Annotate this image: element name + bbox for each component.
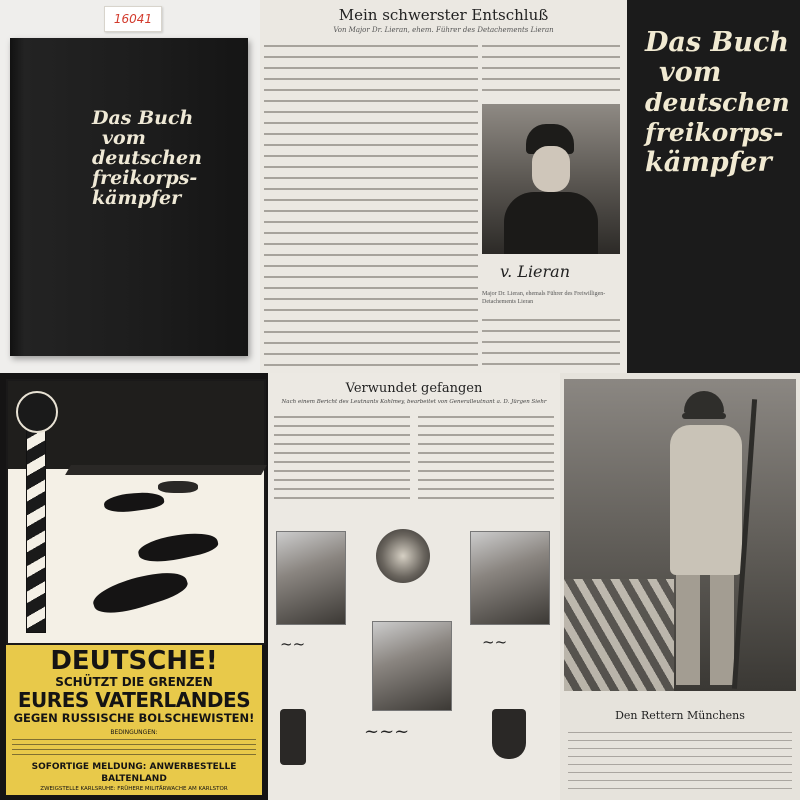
poster-report-value: ANWERBESTELLE BALTENLAND (101, 762, 237, 784)
poster-fine-print (12, 737, 256, 759)
badge-emblem (376, 529, 430, 583)
cover-title-line: deutschen (92, 147, 202, 169)
recruitment-poster (0, 373, 268, 800)
cover-closeup-line: Das Buch (645, 27, 790, 58)
article-heading: Mein schwerster Entschluß (338, 6, 549, 24)
soldier-body (670, 425, 742, 575)
cover-closeup-line: kämpfer (645, 147, 772, 178)
book-cover (10, 38, 248, 356)
wolf-silhouette (90, 563, 191, 621)
book-cover-photo (0, 0, 260, 373)
signature: ~~~ (364, 721, 410, 742)
poster-image (6, 379, 266, 645)
cover-title-closeup (627, 0, 800, 373)
poem-text (568, 729, 792, 793)
signature: ~~ (280, 635, 306, 653)
cover-closeup-line: vom (659, 57, 722, 88)
cover-title-line: vom (102, 127, 146, 149)
poster-report-label: SOFORTIGE MELDUNG: (31, 762, 147, 772)
article-heading: Verwundet gefangen (345, 381, 483, 396)
article-page-entschluss (260, 0, 627, 373)
poster-headline: DEUTSCHE! (50, 646, 218, 676)
poster-conditions-label: BEDINGUNGEN: (110, 729, 158, 736)
officer-portrait (276, 531, 346, 625)
article-text-block (482, 42, 620, 96)
article-text-block (264, 42, 478, 372)
inventory-tag (104, 6, 162, 32)
officer-signature: v. Lieran (500, 262, 571, 281)
article-page-verwundet (268, 373, 560, 800)
photo-caption: Major Dr. Lieran, ehemals Führer des Freiwilligen-Detachements Lieran (482, 291, 606, 305)
soldier-illustration (564, 379, 796, 691)
article-text-block (274, 413, 410, 501)
poster-main-line: EURES VATERLANDES (17, 688, 251, 712)
officer-portrait (470, 531, 550, 625)
signature: ~~ (482, 633, 508, 651)
border-post (26, 401, 46, 633)
illustration-page (560, 373, 800, 800)
article-byline: Von Major Dr. Lieran, ehem. Führer des Detachements Lieran (333, 26, 554, 34)
cover-title-line: freikorps- (92, 167, 198, 189)
article-text-block (482, 316, 620, 372)
wolf-silhouette (158, 481, 198, 493)
cover-closeup-line: freikorps- (645, 118, 784, 147)
wolf-silhouette (136, 527, 219, 567)
poster-footer: ZWEIGSTELLE KARLSRUHE: FRÜHERE MILITÄRWACHE AM KARLSTOR (40, 786, 228, 792)
cover-title-line: Das Buch (92, 107, 194, 129)
inventory-number: 16041 (113, 12, 153, 26)
officer-portrait (372, 621, 452, 711)
sleeve-badge (280, 709, 306, 765)
officer-portrait (482, 104, 620, 254)
helmet-shape (684, 391, 724, 413)
raised-hands (564, 579, 674, 691)
shield-badge (492, 709, 526, 759)
poster-subline: GEGEN RUSSISCHE BOLSCHEWISTEN! (13, 711, 255, 725)
illustration-caption: Den Rettern Münchens (615, 709, 745, 722)
poster-report-row (6, 761, 262, 785)
article-byline: Nach einem Bericht des Leutnants Kohlmey, bearbeitet von Generalleutnant a. D. Jürgen Siehr (281, 399, 547, 405)
article-text-block (418, 413, 554, 501)
wolf-silhouette (103, 489, 165, 515)
poster-subline: SCHÜTZT DIE GRENZEN (55, 675, 213, 689)
cover-title-line: kämpfer (92, 187, 182, 209)
poster-text-area (6, 645, 262, 795)
cover-closeup-line: deutschen (645, 88, 790, 117)
